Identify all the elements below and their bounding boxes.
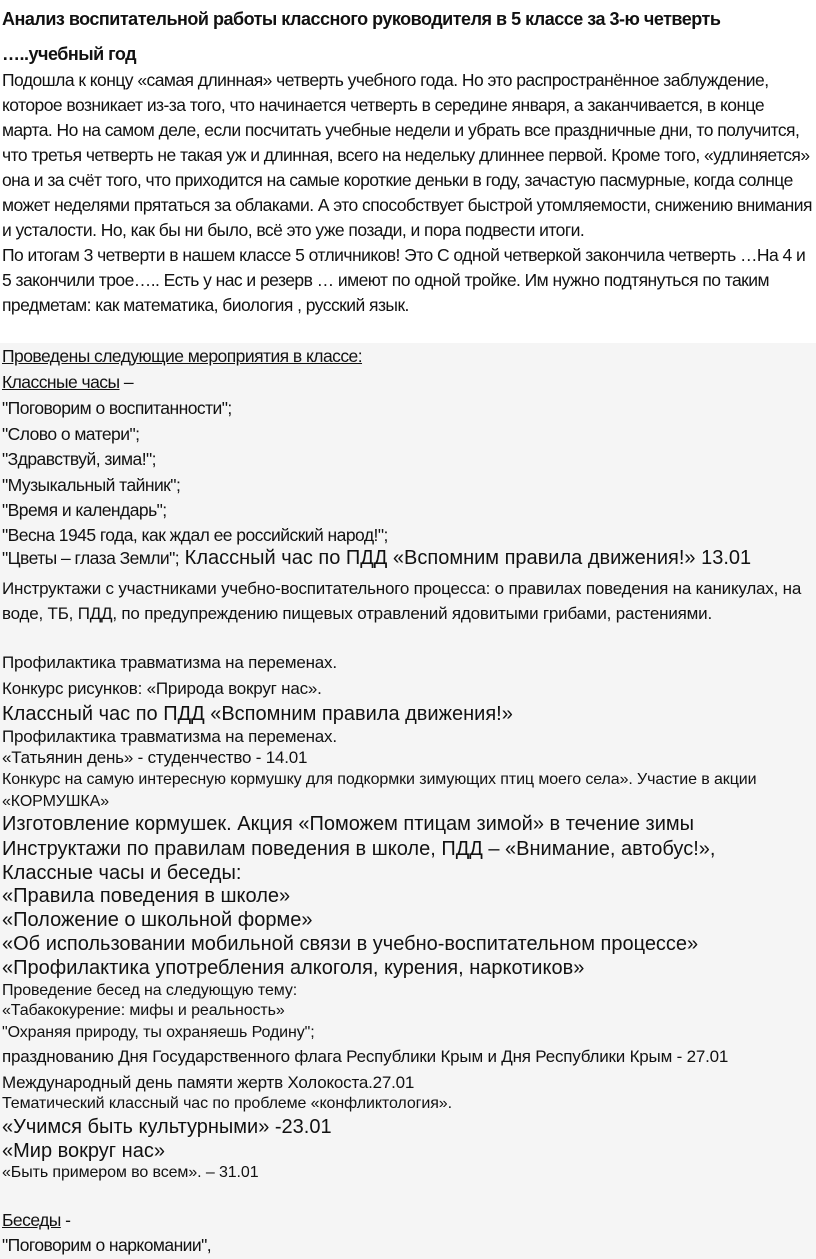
tobacco-talk: «Табакокурение: мифы и реальность» (2, 1002, 285, 1019)
flag-day: празднованию Дня Государственного флага Республики Крым и Дня Республики Крым - 27.01 (2, 1047, 729, 1066)
class-hour-item: "Слово о матери"; (2, 424, 140, 444)
class-hour-item: "Время и календарь"; (2, 500, 167, 520)
traffic-class-hour: Классный час по ПДД «Вспомним правила движения!» (2, 703, 513, 725)
holocaust-day: Международный день памяти жертв Холокоста.27.01 (2, 1073, 415, 1092)
culture-talk: «Учимся быть культурными» -23.01 (2, 1116, 332, 1138)
world-talk: «Мир вокруг нас» (2, 1140, 165, 1162)
document-subtitle: …..учебный год (2, 44, 137, 64)
traffic-class-hour-1301: Классный час по ПДД «Вспомним правила движения!» 13.01 (179, 547, 752, 569)
school-rules-instructions: Инструктажи по правилам поведения в школе, ПДД – «Внимание, автобус!», (2, 838, 716, 860)
talk-item: «Положение о школьной форме» (2, 909, 313, 931)
conversations-label: Беседы (2, 1210, 61, 1230)
injury-prevention-2: Профилактика травматизма на переменах. (2, 727, 337, 746)
feeder-making: Изготовление кормушек. Акция «Поможем птицам зимой» в течение зимы (2, 813, 695, 835)
class-hour-item: "Поговорим о воспитанности"; (2, 398, 232, 418)
feeder-contest: Конкурс на самую интересную кормушку для подкормки зимующих птиц моего села». Участие в акции «КОРМУШКА» (2, 771, 757, 810)
class-hour-item: "Весна 1945 года, как ждал ее российский народ!"; (2, 525, 388, 545)
talk-item: «Профилактика употребления алкоголя, курения, наркотиков» (2, 957, 585, 979)
tatiana-day: «Татьянин день» - студенчество - 14.01 (2, 748, 308, 767)
class-hours-line (2, 372, 133, 393)
flowers-line (2, 547, 751, 570)
conversations-dash: - (60, 1210, 71, 1230)
nature-talk: "Охраняя природу, ты охраняешь Родину"; (2, 1024, 315, 1041)
talk-item: «Правила поведения в школе» (2, 885, 291, 907)
conflict-class-hour: Тематический классный час по проблеме «конфликтология». (2, 1095, 452, 1112)
class-hours-dash: – (119, 372, 134, 392)
intro-text (2, 68, 814, 318)
instructions-paragraph: Инструктажи с участниками учебно-воспитательного процесса: о правилах поведения на каникулах, на воде, ТБ, ПДД, по предупреждению пищевых отравлений ядовитыми грибами, растениями. (2, 579, 802, 623)
conversations-topic: Проведение бесед на следующую тему: (2, 982, 298, 999)
conversations-line (2, 1210, 70, 1231)
class-hours-and-talks: Классные часы и беседы: (2, 862, 242, 884)
intro-paragraph-1: Подошла к концу «самая длинная» четверть учебного года. Но это распространённое заблуждение, которое возникает из-за того, что начинается четверть в середине января, а заканчивается, в конце марта. Но на самом деле, если посчитать учебные недели и убрать все праздничные дни, то получится, что третья четверть не такая уж и длинная, всего на недельку длиннее первой. Кроме того, «удлиняется» она и за счёт того, что приходится на самые короткие деньки в году, зачастую пасмурные, когда солнце может неделями прятаться за облаками. А это способствует быстрой утомляемости, снижению внимания и усталости. Но, как бы ни было, всё это уже позади, и пора подвести итоги. (2, 70, 812, 240)
class-hour-item: "Здравствуй, зима!"; (2, 449, 156, 469)
intro-paragraph-2: По итогам 3 четверти в нашем классе 5 отличников! Это С одной четверкой закончила четверть …На 4 и 5 закончили трое….. Есть у нас и резерв … имеют по одной тройке. Им нужно подтянуться по таким предметам: как математика, биология , русский язык. (2, 245, 806, 315)
injury-prevention-1: Профилактика травматизма на переменах. (2, 653, 337, 672)
class-hour-item: "Музыкальный тайник"; (2, 475, 181, 495)
flowers-item: "Цветы – глаза Земли"; (2, 548, 180, 568)
example-talk: «Быть примером во всем». – 31.01 (2, 1164, 259, 1181)
document-title: Анализ воспитательной работы классного руководителя в 5 классе за 3-ю четверть (2, 9, 721, 29)
drugs-talk: "Поговорим о наркомании", (2, 1235, 212, 1255)
drawing-contest: Конкурс рисунков: «Природа вокруг нас». (2, 679, 322, 698)
events-heading: Проведены следующие мероприятия в классе: (2, 346, 363, 366)
talk-item: «Об использовании мобильной связи в учебно-воспитательном процессе» (2, 933, 699, 955)
class-hours-label: Классные часы (2, 372, 120, 392)
